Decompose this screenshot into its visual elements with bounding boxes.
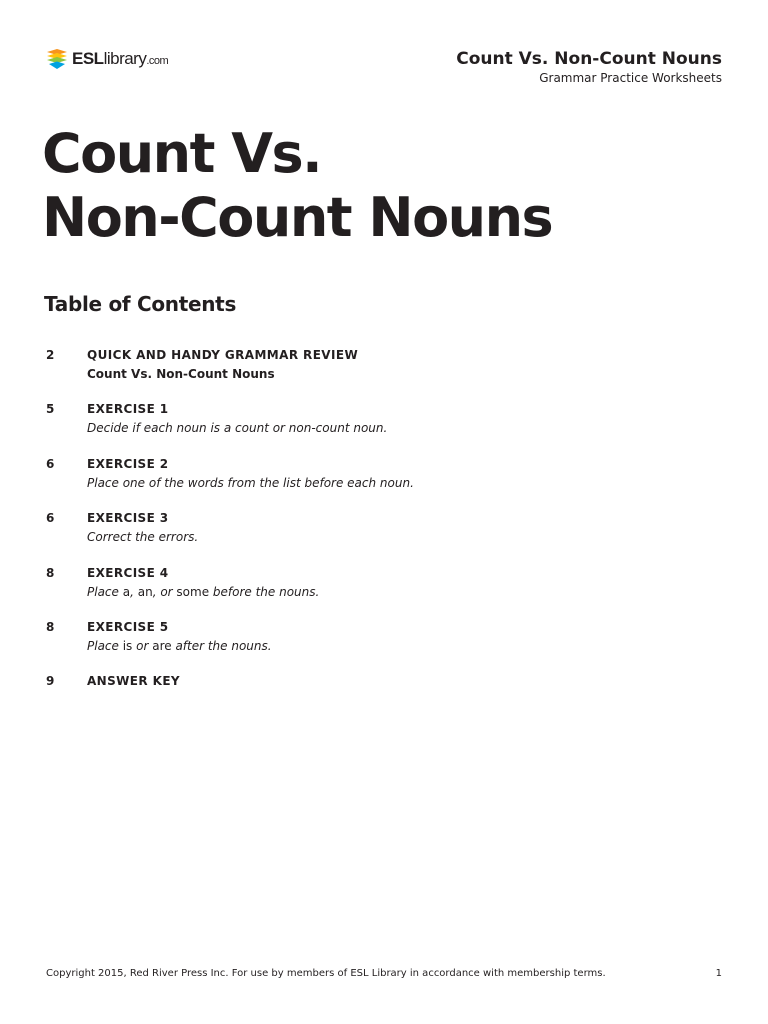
toc-entry-description bbox=[87, 583, 319, 601]
toc-page-number: 6 bbox=[46, 511, 55, 526]
toc-entry-heading: EXERCISE 3 bbox=[87, 511, 169, 526]
toc-heading: Table of Contents bbox=[44, 292, 237, 316]
description-text: or bbox=[132, 638, 153, 653]
example-word: is bbox=[122, 638, 133, 653]
toc-page-number: 9 bbox=[46, 674, 55, 689]
example-word: a bbox=[122, 584, 131, 599]
logo-name: library bbox=[103, 49, 147, 68]
document-title bbox=[42, 122, 552, 250]
logo-brand: ESL bbox=[72, 49, 104, 68]
toc-entry-exercise-2[interactable] bbox=[46, 455, 726, 509]
description-text: , or bbox=[152, 584, 177, 599]
copyright-notice: Copyright 2015, Red River Press Inc. For use by members of ESL Library in accordance with membership terms. bbox=[46, 968, 606, 979]
header-title: Count Vs. Non-Count Nouns bbox=[456, 49, 722, 69]
toc-entry-description bbox=[87, 637, 272, 655]
toc-entry-exercise-3[interactable] bbox=[46, 509, 726, 563]
logo-wordmark bbox=[72, 49, 168, 69]
esl-library-logo bbox=[46, 46, 168, 72]
example-word: some bbox=[176, 584, 210, 599]
toc-entry-heading: EXERCISE 5 bbox=[87, 619, 169, 634]
stacked-books-icon bbox=[46, 48, 68, 70]
document-title-line-1: Count Vs. bbox=[42, 122, 322, 185]
logo-suffix: .com bbox=[146, 55, 169, 67]
toc-entry-heading: ANSWER KEY bbox=[87, 674, 181, 689]
toc-entry-exercise-5[interactable] bbox=[46, 618, 726, 672]
page-number: 1 bbox=[715, 968, 722, 979]
page-footer bbox=[46, 966, 722, 982]
running-header bbox=[456, 48, 722, 86]
description-text: Place bbox=[87, 584, 123, 599]
toc-entry-exercise-1[interactable] bbox=[46, 400, 726, 454]
description-text: before the nouns. bbox=[209, 584, 320, 599]
toc-entry-description: Count Vs. Non-Count Nouns bbox=[87, 367, 275, 381]
toc-entry-description: Decide if each noun is a count or non-count noun. bbox=[87, 421, 388, 436]
table-of-contents bbox=[46, 346, 726, 727]
description-text: Place bbox=[87, 638, 123, 653]
toc-entry-answer-key[interactable] bbox=[46, 672, 726, 726]
toc-entry-description: Place one of the words from the list before each noun. bbox=[87, 475, 414, 490]
header-subtitle: Grammar Practice Worksheets bbox=[539, 71, 722, 85]
toc-entry-heading: EXERCISE 4 bbox=[87, 565, 169, 580]
toc-entry-exercise-4[interactable] bbox=[46, 564, 726, 618]
toc-entry-heading: QUICK AND HANDY GRAMMAR REVIEW bbox=[87, 348, 359, 362]
toc-page-number: 2 bbox=[46, 348, 55, 362]
document-title-line-2: Non-Count Nouns bbox=[42, 186, 553, 249]
description-text: , bbox=[130, 584, 138, 599]
logo-layer-blue bbox=[49, 62, 65, 70]
toc-page-number: 8 bbox=[46, 565, 55, 580]
example-word: are bbox=[152, 638, 172, 653]
toc-entry-heading: EXERCISE 2 bbox=[87, 456, 169, 471]
toc-entry-description: Correct the errors. bbox=[87, 530, 199, 545]
description-text: after the nouns. bbox=[171, 638, 272, 653]
toc-entry-heading: EXERCISE 1 bbox=[87, 402, 169, 417]
toc-page-number: 8 bbox=[46, 619, 55, 634]
toc-page-number: 6 bbox=[46, 456, 55, 471]
toc-entry-grammar-review[interactable] bbox=[46, 346, 726, 400]
example-word: an bbox=[137, 584, 153, 599]
toc-page-number: 5 bbox=[46, 402, 55, 417]
